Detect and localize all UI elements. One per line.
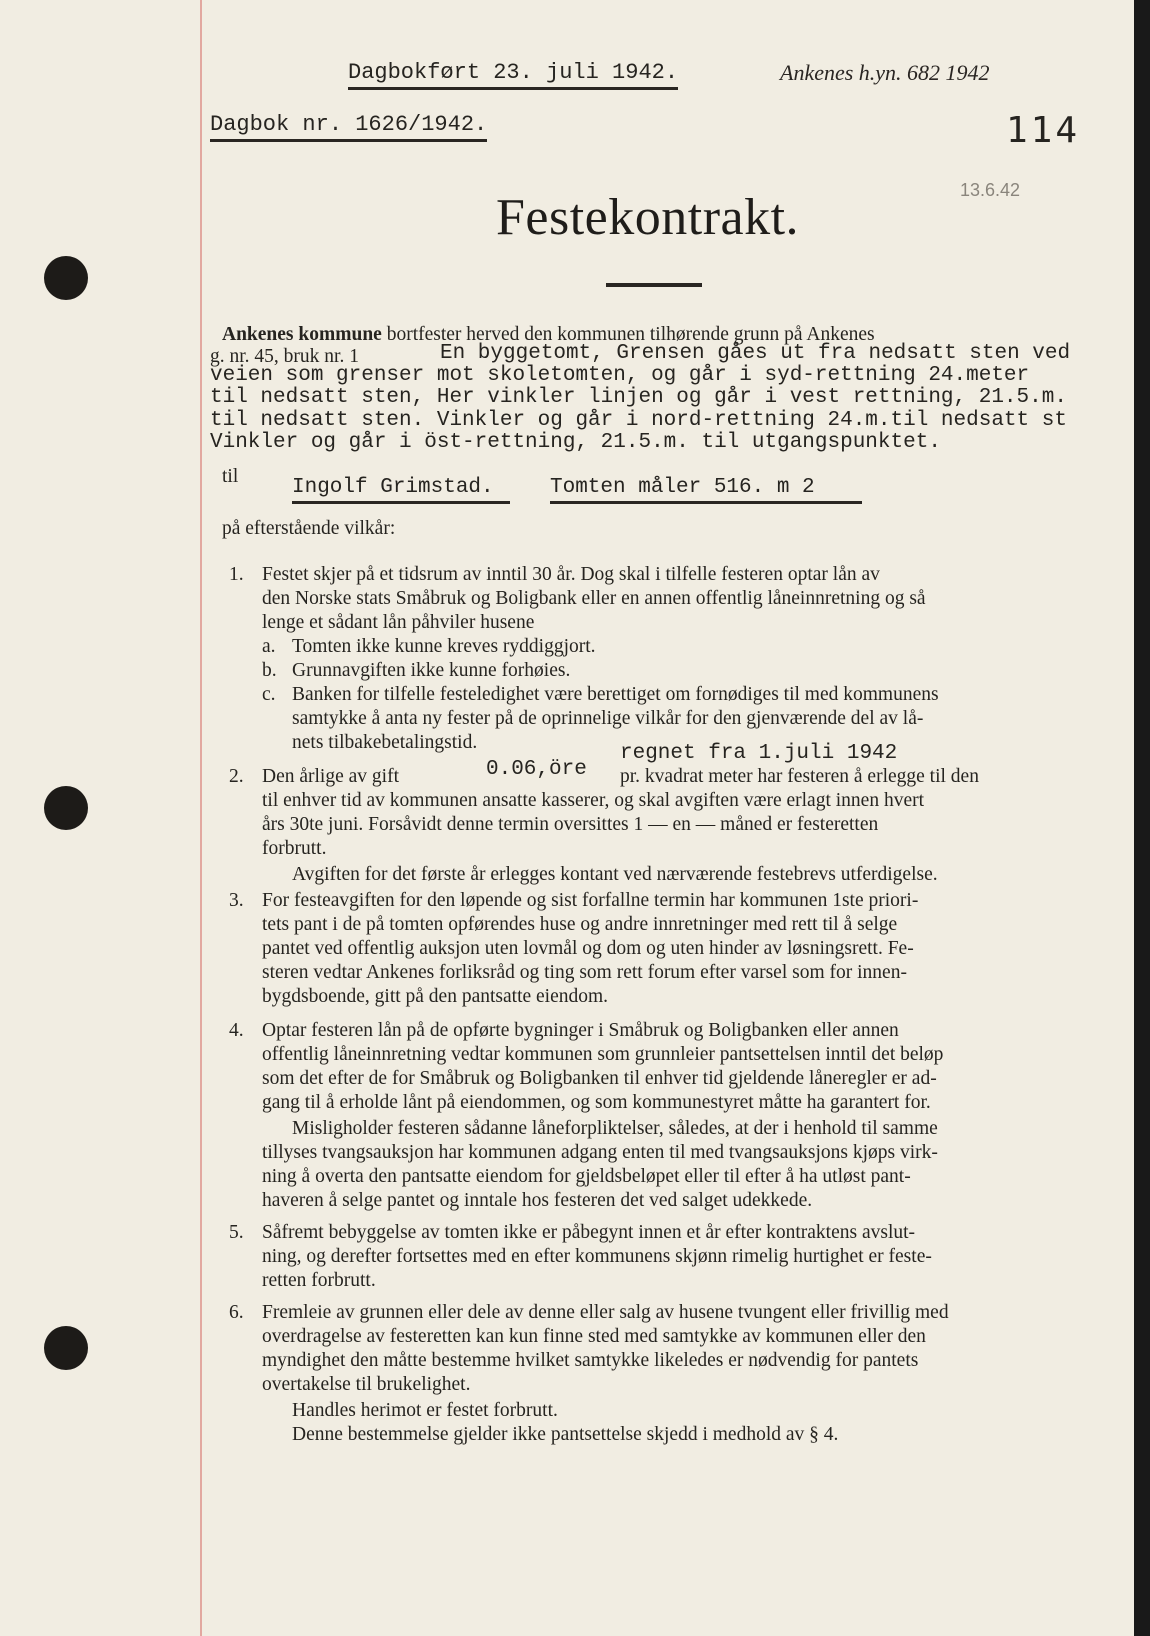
typed-description-line: veien som grenser mot skoletomten, og går i syd-rettning 24.meter — [210, 364, 1030, 387]
intro-text: bortfester herved den kommunen tilhørende grunn på Ankenes — [386, 324, 875, 345]
conditions-intro: på efterstående vilkår: — [222, 518, 396, 539]
subclause-letter: a. — [262, 636, 276, 657]
clause-line: overtakelse til brukelighet. — [262, 1374, 471, 1395]
municipality-name: Ankenes kommune — [222, 324, 382, 345]
typed-amount: 0.06,öre — [486, 758, 587, 781]
subclause-letter: b. — [262, 660, 277, 681]
plot-area: Tomten måler 516. m 2 — [550, 476, 862, 504]
clause-line: For festeavgiften for den løpende og sist forfallne termin har kommunen 1ste priori- — [262, 890, 919, 911]
subclause-text: nets tilbakebetalingstid. — [292, 732, 478, 753]
clause-line: ning å overta den pantsatte eiendom for gjeldsbeløpet eller til efter å ha utløst pant- — [262, 1166, 911, 1187]
clause-line: Avgiften for det første år erlegges kontant ved nærværende festebrevs utferdigelse. — [292, 864, 938, 885]
clause-line: forbrutt. — [262, 838, 327, 859]
punch-hole — [44, 786, 88, 830]
clause-line: gang til å erholde lånt på eiendommen, og som kommunestyret måtte ha garantert for. — [262, 1092, 931, 1113]
typed-description-line: Vinkler og går i öst-rettning, 21.5.m. til utgangspunktet. — [210, 431, 941, 454]
clause-line: steren vedtar Ankenes forliksråd og ting som rett forum efter varsel som for innen- — [262, 962, 907, 983]
clause-line: pantet ved offentlig auksjon uten lovmål og dom og uten hinder av løsningsrett. Fe- — [262, 938, 914, 959]
clause-line: til enhver tid av kommunen ansatte kasserer, og skal avgiften være erlagt innen hvert — [262, 790, 925, 811]
typed-description-line: En byggetomt, Grensen gåes ut fra nedsatt sten ved — [440, 342, 1071, 365]
clause-line: Såfremt bebyggelse av tomten ikke er påbegynt innen et år efter kontraktens avslut- — [262, 1222, 916, 1243]
subclause-text: Banken for tilfelle festeledighet være berettiget om fornødiges til med kommunens — [292, 684, 939, 705]
clause-line: retten forbrutt. — [262, 1270, 376, 1291]
clause-line: som det efter de for Småbruk og Boligbanken til enhver tid gjeldende låneregler er ad- — [262, 1068, 937, 1089]
clause-line: ning, og derefter fortsettes med en efter kommunens skjønn rimelig hurtighet er feste- — [262, 1246, 932, 1267]
dagbokfort-stamp: Dagbokført 23. juli 1942. — [348, 60, 678, 90]
clause-line: tets pant i de på tomten opførendes huse og andre innretninger med rett til å selge — [262, 914, 898, 935]
clause-number: 1. — [229, 564, 244, 585]
subclause-text: Tomten ikke kunne kreves ryddiggjort. — [292, 636, 596, 657]
clause-line: Denne bestemmelse gjelder ikke pantsettelse skjedd i medhold av § 4. — [292, 1424, 839, 1445]
punch-hole — [44, 256, 88, 300]
clause-line: Handles herimot er festet forbrutt. — [292, 1400, 558, 1421]
til-label: til — [222, 466, 239, 487]
subclause-letter: c. — [262, 684, 276, 705]
typed-description-line: til nedsatt sten, Her vinkler linjen og går i vest rettning, 21.5.m. — [210, 386, 1067, 409]
margin-rule — [200, 0, 202, 1636]
page-title: Festekontrakt. — [496, 189, 800, 246]
clause-line: bygdsboende, gitt på den pantsatte eiendom. — [262, 986, 609, 1007]
clause-line: Den årlige av gift — [262, 766, 399, 787]
clause-line: overdragelse av festeretten kan kun finne sted med samtykke av kommunen eller den — [262, 1326, 926, 1347]
clause-number: 6. — [229, 1302, 244, 1323]
clause-line: den Norske stats Småbruk og Boligbank eller en annen offentlig låneinnretning og så — [262, 588, 926, 609]
clause-number: 3. — [229, 890, 244, 911]
clause-line: Fremleie av grunnen eller dele av denne eller salg av husene tvungent eller frivillig med — [262, 1302, 949, 1323]
handwritten-reference: Ankenes h.yn. 682 1942 — [780, 60, 990, 85]
subclause-text: samtykke å anta ny fester på de oprinnelige vilkår for den gjenværende del av lå- — [292, 708, 924, 729]
clause-number: 5. — [229, 1222, 244, 1243]
clause-line: års 30te juni. Forsåvidt denne termin oversittes 1 — en — måned er festeretten — [262, 814, 879, 835]
clause-number: 4. — [229, 1020, 244, 1041]
subclause-text: Grunnavgiften ikke kunne forhøies. — [292, 660, 571, 681]
typed-note: regnet fra 1.juli 1942 — [620, 742, 898, 765]
clause-line: Festet skjer på et tidsrum av inntil 30 år. Dog skal i tilfelle festeren optar lån av — [262, 564, 880, 585]
clause-line: lenge et sådant lån påhviler husene — [262, 612, 535, 633]
typed-description-line: til nedsatt sten. Vinkler og går i nord-rettning 24.m.til nedsatt st — [210, 409, 1067, 432]
clause-line: pr. kvadrat meter har festeren å erlegge til den — [620, 766, 979, 787]
clause-line: offentlig låneinnretning vedtar kommunen som grunnleier pantsettelsen inntil det beløp — [262, 1044, 944, 1065]
clause-line: Misligholder festeren sådanne låneforpliktelser, således, at der i henhold til samme — [292, 1118, 938, 1139]
page-number: 114 — [1006, 110, 1081, 151]
dagbok-number: Dagbok nr. 1626/1942. — [210, 112, 487, 142]
pencil-date: 13.6.42 — [960, 180, 1021, 200]
clause-number: 2. — [229, 766, 244, 787]
clause-line: haveren å selge pantet og inntale hos festeren det ved salget udekkede. — [262, 1190, 813, 1211]
gnr-label: g. nr. 45, bruk nr. 1 — [210, 346, 359, 367]
clause-line: tillyses tvangsauksjon har kommunen adgang enten til med tvangsauksjons kjøps virk- — [262, 1142, 938, 1163]
lessee-name: Ingolf Grimstad. — [292, 476, 510, 504]
punch-hole — [44, 1326, 88, 1370]
title-rule — [606, 283, 702, 287]
clause-line: myndighet den måtte bestemme hvilket samtykke likeledes er nødvendig for pantets — [262, 1350, 919, 1371]
clause-line: Optar festeren lån på de opførte bygninger i Småbruk og Boligbanken eller annen — [262, 1020, 899, 1041]
